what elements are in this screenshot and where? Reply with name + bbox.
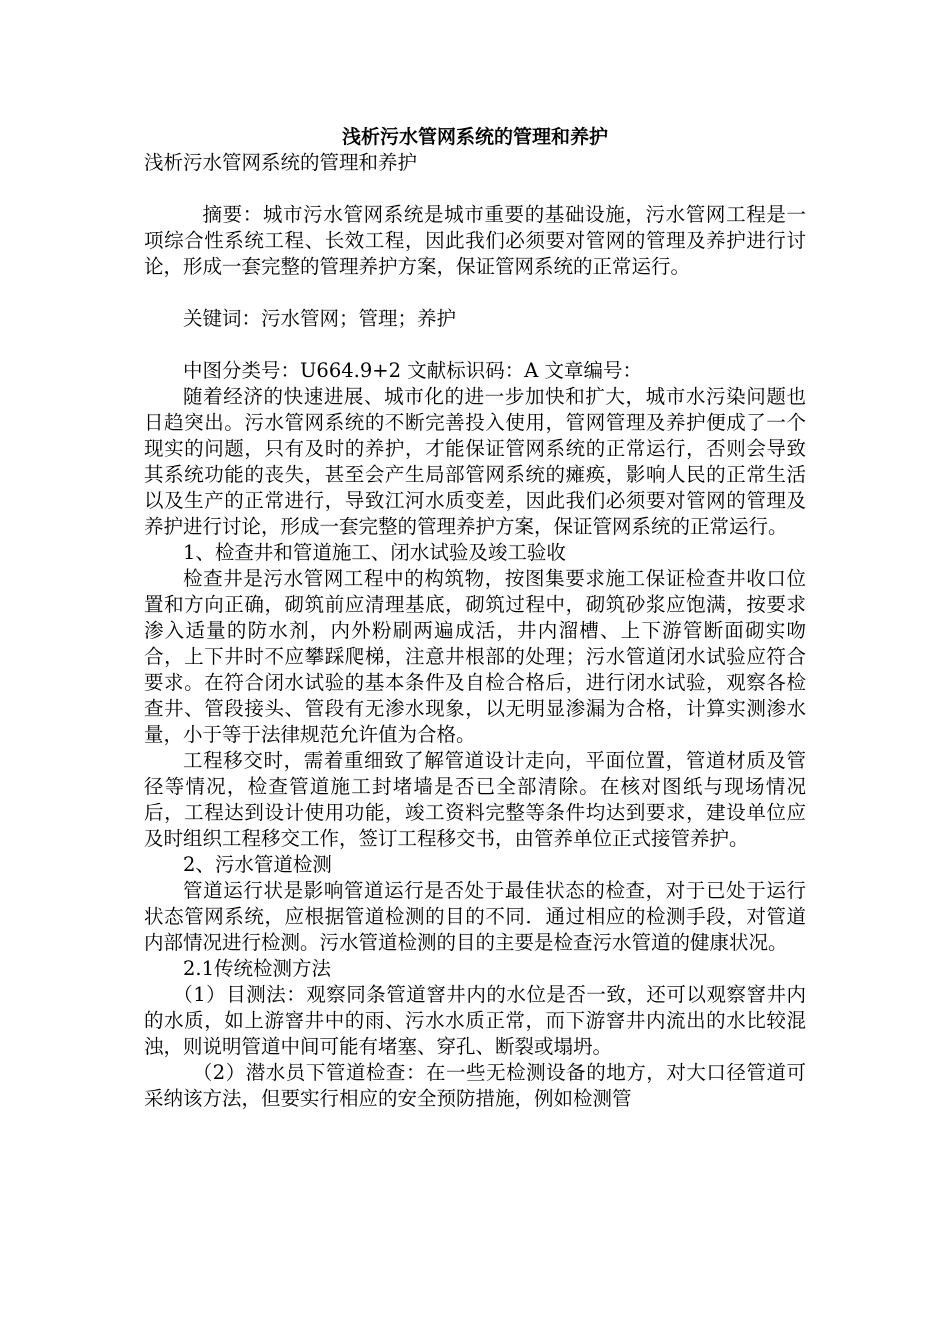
intro-paragraph: 随着经济的快速进展、城市化的进一步加快和扩大，城市水污染问题也日趋突出。污水管网系统的不断完善投入使用，管网管理及养护便成了一个现实的问题，只有及时的养护，才能保证管网系统的正常运行，否则会导致其系统功能的丧失，甚至会产生局部管网系统的瘫痪，影响人民的正常生活以及生产的正常进行，导致江河水质变差，因此我们必须要对管网的管理及养护进行讨论，形成一套完整的管理养护方案，保证管网系统的正常运行。 xyxy=(144,385,806,538)
document-subtitle: 浅析污水管网系统的管理和养护 xyxy=(144,151,418,174)
spacer xyxy=(144,176,806,202)
document-title: 浅析污水管网系统的管理和养护 xyxy=(341,126,608,148)
section-2-heading: 2、污水管道检测 xyxy=(183,853,332,876)
keywords-paragraph: 关键词：污水管网；管理；养护 xyxy=(183,307,457,330)
spacer xyxy=(144,280,806,306)
section-1-heading: 1、检查井和管道施工、闭水试验及竣工验收 xyxy=(183,541,566,564)
list-item-1: （1）目测法：观察同条管道窨井内的水位是否一致，还可以观察窨井内的水质，如上游窨井中的雨、污水水质正常，而下游窨井内流出的水比较混浊，则说明管道中间可能有堵塞、穿孔、断裂或塌坍。 xyxy=(144,983,806,1058)
list-item-2: （2）潜水员下管道检查：在一些无检测设备的地方，对大口径管道可采纳该方法，但要实行相应的安全预防措施，例如检测管 xyxy=(144,1061,806,1110)
spacer xyxy=(144,332,806,358)
section-2-1-heading: 2.1传统检测方法 xyxy=(183,957,332,980)
section-2-paragraph-1: 管道运行状是影响管道运行是否处于最佳状态的检查，对于已处于运行状态管网系统，应根据管道检测的目的不同．通过相应的检测手段，对管道内部情况进行检测。污水管道检测的目的主要是检查污水管道的健康状况。 xyxy=(144,879,806,954)
classification-paragraph: 中图分类号：U664.9+2 文献标识码：A 文章编号： xyxy=(183,359,642,382)
section-1-paragraph-1: 检查井是污水管网工程中的构筑物，按图集要求施工保证检查井收口位置和方向正确，砌筑前应清理基底，砌筑过程中，砌筑砂浆应饱满，按要求渗入适量的防水剂，内外粉刷两遍成活，井内溜槽、上下游管断面砌实吻合，上下井时不应攀踩爬梯，注意井根部的处理；污水管道闭水试验应符合要求。在符合闭水试验的基本条件及自检合格后，进行闭水试验，观察各检查井、管段接头、管段有无渗水现象，以无明显渗漏为合格，计算实测渗水量，小于等于法律规范允许值为合格。 xyxy=(144,567,806,746)
section-1-paragraph-2: 工程移交时，需着重细致了解管道设计走向，平面位置，管道材质及管径等情况，检查管道施工封堵墙是否已全部清除。在核对图纸与现场情况后，工程达到设计使用功能，竣工资料完整等条件均达到要求，建设单位应及时组织工程移交工作，签订工程移交书，由管养单位正式接管养护。 xyxy=(144,749,806,850)
document-body xyxy=(144,150,806,1112)
abstract-paragraph: 摘要：城市污水管网系统是城市重要的基础设施，污水管网工程是一项综合性系统工程、长效工程，因此我们必须要对管网的管理及养护进行讨论，形成一套完整的管理养护方案，保证管网系统的正常运行。 xyxy=(144,203,806,278)
